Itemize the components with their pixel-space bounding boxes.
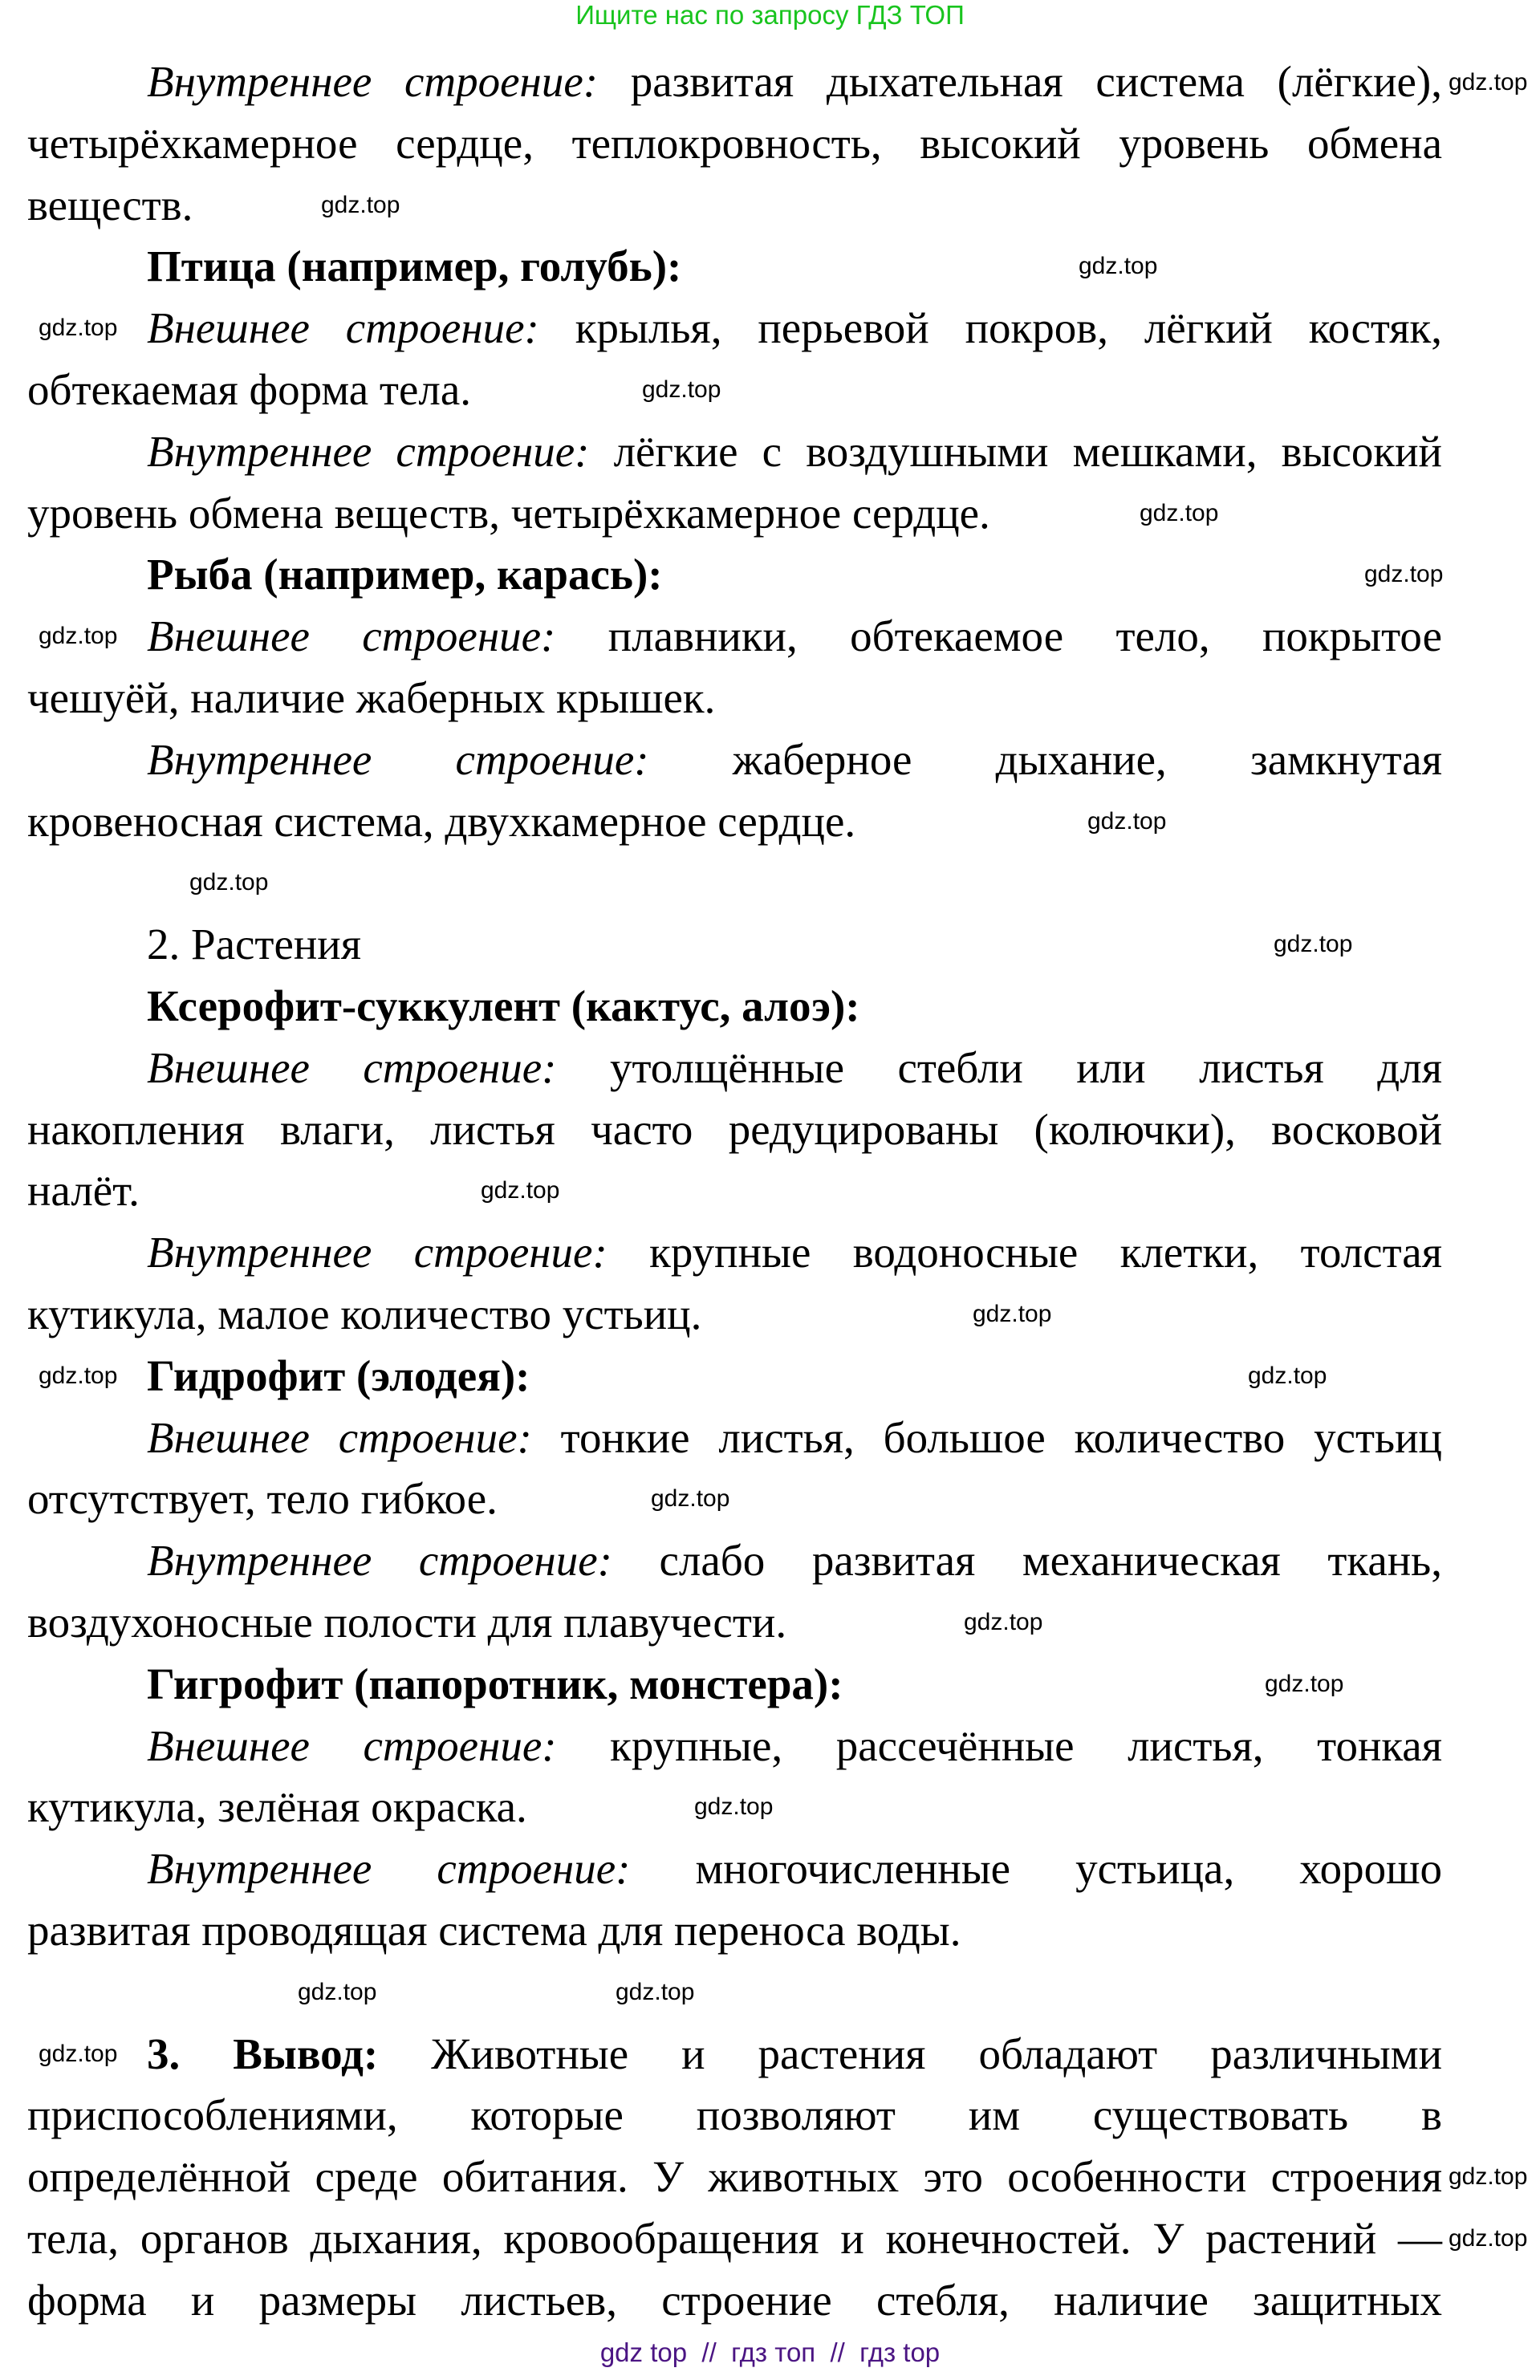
watermark: gdz.top: [973, 1301, 1052, 1327]
watermark: gdz.top: [1140, 500, 1219, 526]
text-segment: плавники, обтекаемое тело, покрытое: [555, 611, 1442, 661]
text-line: [27, 51, 1442, 113]
text-segment: чешуёй, наличие жаберных крышек.: [27, 672, 716, 722]
text-segment: воздухоносные полости для плавучести.: [27, 1597, 787, 1647]
text-segment: развитая проводящая система для переноса воды.: [27, 1905, 961, 1955]
text-line: [27, 421, 1442, 483]
text-line: [27, 359, 1442, 421]
italic-label: Внутреннее строение:: [147, 57, 599, 106]
text-line: [27, 544, 1442, 606]
text-segment: обтекаемая форма тела.: [27, 364, 471, 414]
watermark: gdz.top: [1449, 2163, 1528, 2190]
text-line: [27, 483, 1442, 545]
text-segment: Животные и растения обладают различными: [378, 2029, 1443, 2078]
italic-label: Внутреннее строение:: [147, 426, 590, 476]
text-segment: кутикула, малое количество устьиц.: [27, 1289, 702, 1338]
italic-label: Внутреннее строение:: [147, 1844, 631, 1894]
text-line: [27, 1284, 1442, 1346]
bold-heading: 3. Вывод:: [147, 2029, 379, 2078]
text-segment: крупные, рассечённые листья, тонкая: [556, 1720, 1442, 1770]
text-line: [27, 113, 1442, 175]
text-line: [27, 175, 1442, 237]
italic-label: Внутреннее строение:: [147, 1228, 607, 1277]
text-line: [27, 976, 1442, 1038]
watermark: gdz.top: [298, 1979, 377, 2005]
text-line: [27, 1160, 1442, 1222]
bold-heading: Гигрофит (папоротник, монстера):: [147, 1659, 843, 1708]
text-segment: утолщённые стебли или листья для: [556, 1042, 1442, 1092]
text-line: [27, 729, 1442, 791]
text-segment: кровеносная система, двухкамерное сердце.: [27, 796, 856, 846]
text-line: [27, 1407, 1442, 1469]
italic-label: Внешнее строение:: [147, 1720, 557, 1770]
italic-label: Внешнее строение:: [147, 1412, 532, 1462]
watermark: gdz.top: [481, 1177, 560, 1204]
bold-heading: Рыба (например, карась):: [147, 550, 663, 599]
watermark: gdz.top: [964, 1609, 1043, 1635]
text-segment: 2. Растения: [147, 920, 362, 969]
text-segment: налёт.: [27, 1166, 140, 1216]
watermark: gdz.top: [1364, 561, 1444, 587]
blank-line: [27, 1962, 1442, 2024]
text-segment: четырёхкамерное сердце, теплокровность, высокий уровень обмена: [27, 118, 1442, 168]
text-line: [27, 2024, 1442, 2086]
watermark: gdz.top: [39, 1363, 118, 1389]
text-line: [27, 298, 1442, 359]
text-segment: отсутствует, тело гибкое.: [27, 1474, 498, 1524]
text-segment: жаберное дыхание, замкнутая: [648, 734, 1443, 784]
header-banner: Ищите нас по запросу ГДЗ ТОП: [575, 0, 965, 30]
document-body: [27, 51, 1442, 2331]
text-line: [27, 1592, 1442, 1654]
text-segment: тонкие листья, большое количество устьиц: [531, 1412, 1442, 1462]
watermark: gdz.top: [1079, 253, 1158, 279]
text-line: [27, 1716, 1442, 1777]
italic-label: Внутреннее строение:: [147, 734, 649, 784]
text-line: [27, 791, 1442, 853]
watermark: gdz.top: [1248, 1363, 1327, 1389]
text-segment: крылья, перьевой покров, лёгкий костяк,: [538, 303, 1442, 353]
text-line: [27, 1838, 1442, 1900]
watermark: gdz.top: [694, 1793, 774, 1820]
text-segment: приспособлениями, которые позволяют им существовать в: [27, 2090, 1442, 2140]
text-line: [27, 1346, 1442, 1407]
watermark: gdz.top: [651, 1485, 730, 1512]
text-line: [27, 606, 1442, 668]
text-line: [27, 2270, 1442, 2332]
italic-label: Внутреннее строение:: [147, 1536, 612, 1586]
text-segment: форма и размеры листьев, строение стебля, наличие защитных: [27, 2275, 1442, 2325]
text-line: [27, 1530, 1442, 1592]
watermark: gdz.top: [1265, 1671, 1344, 1697]
text-line: [27, 2146, 1442, 2208]
watermark: gdz.top: [39, 623, 118, 649]
watermark: gdz.top: [39, 2041, 118, 2067]
text-line: [27, 1654, 1442, 1716]
text-line: [27, 1099, 1442, 1161]
watermark: gdz.top: [189, 869, 269, 896]
text-line: [27, 236, 1442, 298]
watermark: gdz.top: [642, 376, 721, 403]
text-line: [27, 1468, 1442, 1530]
text-segment: тела, органов дыхания, кровообращения и конечностей. У растений —: [27, 2213, 1442, 2263]
text-line: [27, 2208, 1442, 2270]
bold-heading: Гидрофит (элодея):: [147, 1350, 530, 1400]
bold-heading: Птица (например, голубь):: [147, 242, 682, 291]
italic-label: Внешнее строение:: [147, 303, 539, 353]
text-segment: уровень обмена веществ, четырёхкамерное сердце.: [27, 488, 990, 538]
watermark: gdz.top: [39, 315, 118, 341]
text-line: [27, 2085, 1442, 2146]
text-segment: определённой среде обитания. У животных это особенности строения: [27, 2152, 1442, 2202]
text-line: [27, 914, 1442, 976]
text-segment: слабо развитая механическая ткань,: [612, 1536, 1442, 1586]
text-segment: многочисленные устьица, хорошо: [630, 1844, 1443, 1894]
watermark: gdz.top: [1449, 2225, 1528, 2252]
text-line: [27, 668, 1442, 729]
footer-banner: gdz top // гдз топ // гдз top: [599, 2337, 941, 2367]
italic-label: Внешнее строение:: [147, 1042, 557, 1092]
watermark: gdz.top: [1274, 931, 1353, 957]
text-segment: лёгкие с воздушными мешками, высокий: [589, 426, 1442, 476]
text-line: [27, 1900, 1442, 1962]
text-segment: кутикула, зелёная окраска.: [27, 1782, 527, 1832]
bold-heading: Ксерофит-суккулент (кактус, алоэ):: [147, 981, 860, 1030]
text-segment: веществ.: [27, 180, 193, 229]
text-segment: накопления влаги, листья часто редуцированы (колючки), восковой: [27, 1104, 1442, 1154]
text-segment: крупные водоносные клетки, толстая: [607, 1228, 1442, 1277]
text-line: [27, 1222, 1442, 1284]
watermark: gdz.top: [1449, 69, 1528, 95]
watermark: gdz.top: [321, 192, 400, 218]
text-segment: развитая дыхательная система (лёгкие),: [598, 57, 1442, 106]
text-line: [27, 1038, 1442, 1099]
italic-label: Внешнее строение:: [147, 611, 556, 661]
watermark: gdz.top: [616, 1979, 695, 2005]
watermark: gdz.top: [1087, 808, 1167, 835]
